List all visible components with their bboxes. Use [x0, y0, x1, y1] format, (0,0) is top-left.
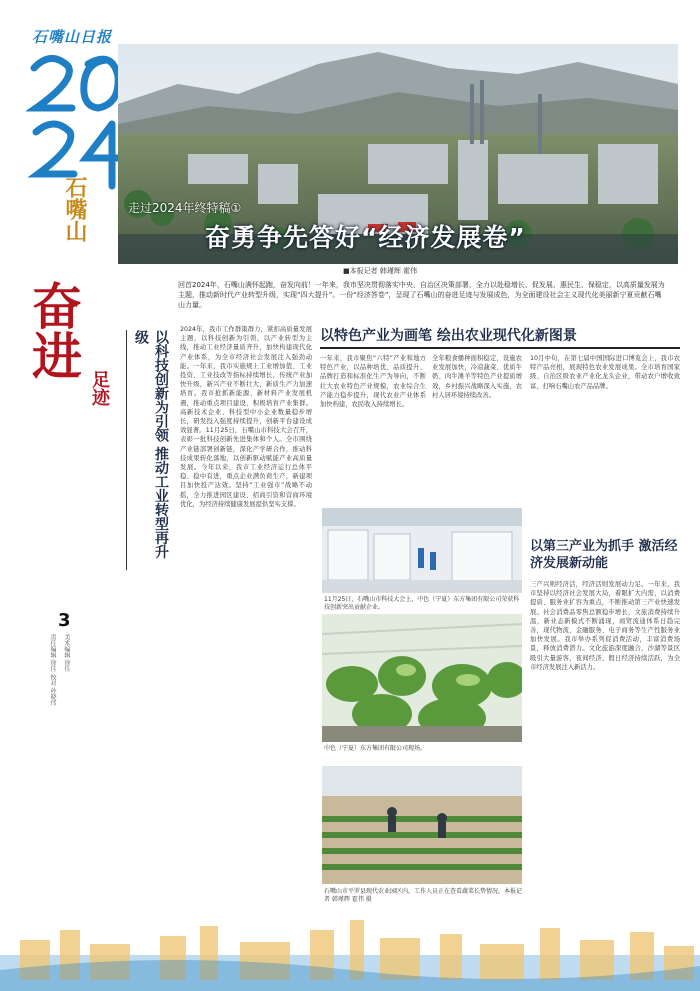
- section-heading-agriculture: 以特色产业为画笔 绘出农业现代化新图景: [320, 328, 577, 344]
- series-tag: 走过2024年终特稿①: [128, 201, 242, 215]
- intro-paragraph: 回首2024年，石嘴山满怀起跑，奋发向前！一年来，我市坚决贯彻落实中央、自治区决策部署，全力以赴稳增长、促发展、惠民生、保稳定，以高质量发展为主题，推动新时代产业转型升级，实现“四大提升”。一份“经济答卷”，呈现了石嘴山的奋进足迹与发展成色，为全面建设社会主义现代化美丽新宁夏贡献石嘴山力量。: [178, 281, 665, 309]
- photo-caption: 中色（宁夏）东方集团有限公司现场。: [324, 745, 427, 752]
- section-heading-industry: [126, 330, 173, 570]
- article-column-agri-1: 一年来，我市聚焦“六特”产业和地方特色产业，以品种培优、品质提升、品牌打造和标准化生产为导向，不断壮大农业特色产业规模，农业综合生产能力稳步提升，现代农业产业体系加快构建，农民收入持续增长。: [320, 355, 426, 409]
- side-title-main: 奋进: [24, 280, 83, 380]
- section-divider: [320, 347, 680, 349]
- byline: ■本报记者 韩瑾辉 霍伟: [343, 267, 418, 275]
- article-column-agri-3: 10月中旬，在第七届中国国际进口博览会上，我市农特产品亮相，展现特色农业发展成果。全市培育国家级、自治区级农业产业化龙头企业，带动农户增收致富，打响石嘴山农产品品牌。: [530, 355, 680, 390]
- side-title-city: 石嘴山: [62, 176, 88, 242]
- photo-field-work: [322, 766, 522, 884]
- article-column-services: 三产兴则经济活，经济活则发展动力足。一年来，我市坚持以经济社会发展大局，着眼扩大内需，以消费提质、服务业扩容为重点，不断推动第三产业快速发展。社会消费品零售总额稳步增长，文旅消费持续升温，新业态新模式不断涌现，商贸流通体系日趋完善，现代物流、金融服务、电子商务等生产性服务业加快发展。我市举办系列促消费活动，丰富消费场景，释放消费潜力。文化旅游深度融合，沙湖等景区吸引大量游客，夜间经济、假日经济持续活跃，为全市经济发展注入新活力。: [530, 581, 680, 671]
- editor-credit: 美术编辑 徐佳: [62, 634, 70, 672]
- photo-caption: 11月25日，石嘴山市科技大会上，中色（宁夏）东方集团有限公司荣获科技创新突出贡献企业。: [324, 596, 520, 611]
- section-heading-services: 以第三产业为抓手 激活经济发展新动能: [530, 539, 678, 571]
- editor-credit: 校对 孙晓伟: [49, 673, 56, 706]
- photo-greenhouse-plants: [322, 614, 522, 742]
- article-column-industry: 2024年，我市工作群策群力，紧扣高质量发展主题，以科技创新为引领，以产业转型为主线，推动工业经济量质齐升，加快构建现代化产业体系，为全市经济社会发展注入强劲动能。一年来，我市实施规上工业增加值、工业投资、工业技改等指标持续增长，传统产业加快升级，新兴产业不断壮大，新质生产力加速培育。我市抢抓新能源、新材料产业发展机遇，推动重点项目建设，积极培育产业集群。高新技术企业、科技型中小企业数量稳步增长，研发投入强度持续提升，创新平台建设成效显著。11月25日，石嘴山市科技大会召开，表彰一批科技创新先进集体和个人。全市围绕产业链部署创新链，深化产学研合作，推动科技成果转化落地，以创新驱动赋能产业高质量发展。今年以来，我市工业经济运行总体平稳、稳中有进，重点企业满负荷生产，新建项目加快投产达效。坚持“工业强市”战略不动摇，全力推进园区建设、招商引资和营商环境优化，为经济持续健康发展提供坚实支撑。: [180, 326, 312, 508]
- photo-caption: 石嘴山市平罗县现代农业园区内，工作人员正在查看蔬菜长势情况。本报记者 韩瑾辉 霍伟 摄: [324, 888, 523, 903]
- article-column-agri-2: 全年粮食播种面积稳定，设施农业发展加快，冷凉蔬菜、优质牛奶、肉牛滩羊等特色产业提质增效，乡村振兴战略深入实施，农村人居环境持续改善。: [432, 355, 522, 399]
- masthead: 石嘴山日报: [32, 28, 113, 46]
- photo-factory-floor: [322, 508, 522, 593]
- side-title-end: 足迹: [89, 370, 110, 406]
- section-title: 以科技创新为引领 推动工业转型再升级: [133, 330, 169, 559]
- editor-credit: 责任编辑 徐佳: [49, 634, 56, 672]
- editor-credits: [48, 634, 80, 714]
- page-number: 3: [58, 610, 71, 631]
- page-headline: 奋勇争先答好“经济发展卷”: [205, 223, 526, 252]
- footer-skyline: [0, 900, 700, 991]
